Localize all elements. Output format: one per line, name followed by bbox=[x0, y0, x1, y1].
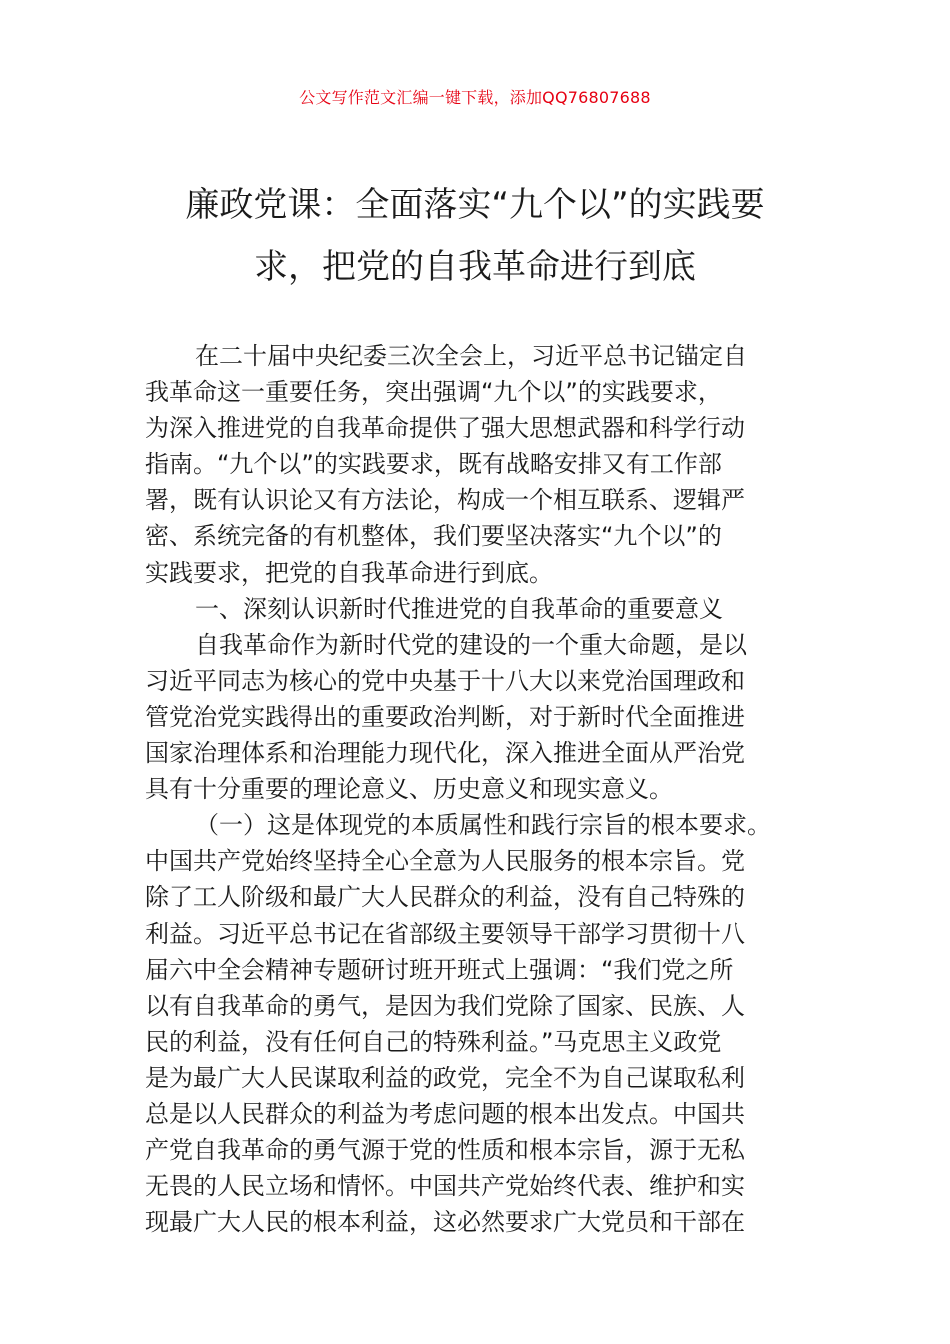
paragraph-line: 无畏的人民立场和情怀。中国共产党始终代表、维护和实 bbox=[145, 1172, 745, 1201]
paragraph-line: 是为最广大人民谋取利益的政党，完全不为自己谋取私利 bbox=[145, 1063, 745, 1092]
subsection-heading-line: （一）这是体现党的本质属性和践行宗旨的根本要求。 bbox=[195, 811, 771, 840]
paragraph-line: 密、系统完备的有机整体，我们要坚决落实“九个以”的 bbox=[145, 522, 722, 551]
paragraph-line: 现最广大人民的根本利益，这必然要求广大党员和干部在 bbox=[145, 1208, 745, 1237]
document-title bbox=[140, 174, 810, 298]
paragraph-line: 民的利益，没有任何自己的特殊利益。”马克思主义政党 bbox=[145, 1027, 722, 1056]
section-heading: 一、深刻认识新时代推进党的自我革命的重要意义 bbox=[195, 594, 723, 623]
paragraph-line: 署，既有认识论又有方法论，构成一个相互联系、逻辑严 bbox=[145, 486, 745, 515]
paragraph-line: 具有十分重要的理论意义、历史意义和现实意义。 bbox=[145, 775, 673, 804]
paragraph-line: 在二十届中央纪委三次全会上，习近平总书记锚定自 bbox=[195, 342, 747, 370]
paragraph-line: 届六中全会精神专题研讨班开班式上强调：“我们党之所 bbox=[145, 955, 734, 984]
paragraph-line: 以有自我革命的勇气，是因为我们党除了国家、民族、人 bbox=[145, 991, 745, 1020]
paragraph-line: 国家治理体系和治理能力现代化，深入推进全面从严治党 bbox=[145, 739, 745, 768]
paragraph-line: 中国共产党始终坚持全心全意为人民服务的根本宗旨。党 bbox=[145, 847, 745, 876]
paragraph-line: 管党治党实践得出的重要政治判断，对于新时代全面推进 bbox=[145, 702, 745, 731]
paragraph-line: 我革命这一重要任务，突出强调“九个以”的实践要求， bbox=[145, 378, 722, 407]
paragraph-line: 产党自我革命的勇气源于党的性质和根本宗旨，源于无私 bbox=[145, 1136, 745, 1165]
paragraph-line: 为深入推进党的自我革命提供了强大思想武器和科学行动 bbox=[145, 414, 745, 443]
download-promo-note: 公文写作范文汇编一键下载，添加QQ76807688 bbox=[299, 88, 651, 107]
paragraph-line: 除了工人阶级和最广大人民群众的利益，没有自己特殊的 bbox=[145, 883, 745, 912]
title-line: 廉政党课：全面落实“九个以”的实践要 bbox=[185, 185, 765, 225]
title-line: 求，把党的自我革命进行到底 bbox=[254, 247, 696, 287]
paragraph-line: 习近平同志为核心的党中央基于十八大以来党治国理政和 bbox=[145, 666, 745, 695]
paragraph-line: 总是以人民群众的利益为考虑问题的根本出发点。中国共 bbox=[145, 1099, 745, 1128]
paragraph-line: 指南。“九个以”的实践要求，既有战略安排又有工作部 bbox=[145, 450, 722, 479]
paragraph-line: 利益。习近平总书记在省部级主要领导干部学习贯彻十八 bbox=[145, 919, 745, 948]
paragraph-line: 自我革命作为新时代党的建设的一个重大命题，是以 bbox=[195, 630, 747, 659]
paragraph-line: 实践要求，把党的自我革命进行到底。 bbox=[145, 558, 553, 587]
document-body bbox=[145, 338, 810, 1240]
